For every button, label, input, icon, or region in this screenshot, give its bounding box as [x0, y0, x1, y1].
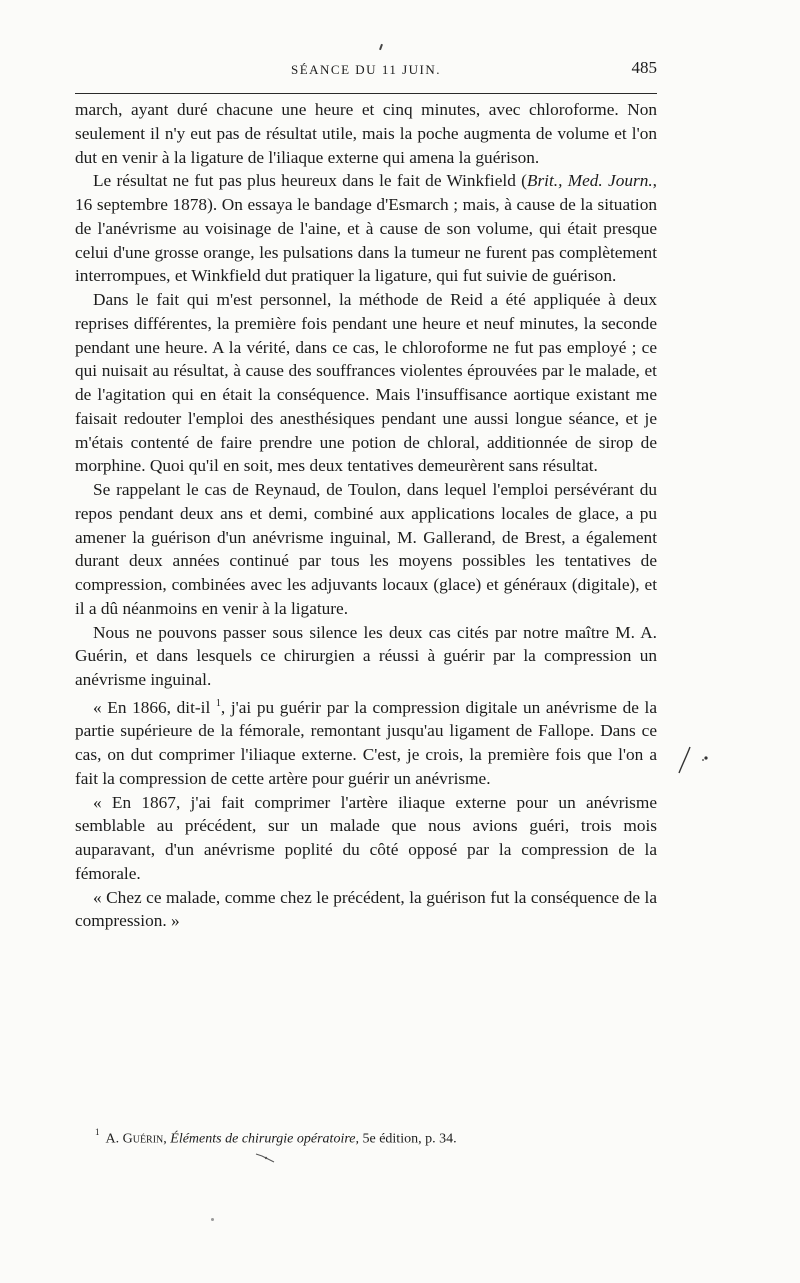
paragraph-6-before: « En 1866, dit-il	[93, 697, 216, 717]
footnote-details: 5e édition, p. 34.	[362, 1131, 457, 1147]
paragraph-8: « Chez ce malade, comme chez le précédent, la guérison fut la conséquence de la compression. »	[75, 887, 657, 931]
paper-speck	[211, 1218, 214, 1221]
margin-mark-glyph	[676, 745, 716, 775]
header-rule	[75, 93, 657, 94]
journal-citation: Brit., Med. Journ.	[526, 171, 653, 191]
paragraph-6	[75, 692, 657, 791]
footnote-work: Éléments de chirurgie opératoire,	[170, 1131, 359, 1147]
paragraph-4: Se rappelant le cas de Reynaud, de Toulon, dans lequel l'emploi persévérant du repos pendant deux ans et demi, combiné aux applications locales de glace, a pu amener la guérison d'un anévrisme inguinal, M. Gallerand, de Brest, a également durant deux années continué par tous les moyens possibles les tentatives de compression, combinées avec les adjuvants locaux (glace) et généraux (digitale), et il a dû néanmoins en venir à la ligature.	[75, 480, 657, 618]
paragraph-2-before: Le résultat ne fut pas plus heureux dans le fait de Winkfield (	[93, 171, 527, 191]
footnote-marker: 1	[95, 1127, 100, 1137]
paragraph-7: « En 1867, j'ai fait comprimer l'artère iliaque externe pour un anévrisme semblable au précédent, sur un malade que nous avions guéri, trois mois auparavant, d'un anévrisme poplité du côté opposé par la compression de la fémorale.	[75, 792, 657, 883]
running-header	[75, 58, 657, 82]
footnote	[95, 1125, 655, 1149]
header-speck	[379, 44, 383, 50]
paragraph-5: Nous ne pouvons passer sous silence les deux cas cités par notre maître M. A. Guérin, et dans lesquels ce chirurgien a réussi à guérir par la compression un anévrisme inguinal.	[75, 622, 657, 689]
paragraph-6-after: , j'ai pu guérir par la compression digitale un anévrisme de la partie supérieure de la fémorale, remontant jusqu'au ligament de Fallope. Dans ce cas, on dut comprimer l'iliaque externe. C'est, je crois, la première fois que l'on a fait la compression de cette artère pour guérir un anévrisme.	[75, 697, 657, 788]
paragraph-2-after: , 16 septembre 1878). On essaya le bandage d'Esmarch ; mais, à cause de la situation de l'anévrisme au voisinage de l'aine, et à cause de son volume, qui était presque celui d'une grosse orange, les pulsations dans la tumeur ne furent pas complètement interrompues, et Winkfield dut pratiquer la ligature, qui fut suivie de guérison.	[75, 171, 657, 286]
page-number: 485	[631, 58, 657, 77]
footnote-author: A. Guérin,	[105, 1131, 167, 1147]
footnote-reference[interactable]: 1	[215, 697, 221, 709]
paragraph-1: march, ayant duré chacune une heure et cinq minutes, avec chloroforme. Non seulement il n'y eut pas de résultat utile, mais la poche augmenta de volume et l'on dut en venir à la ligature de l'iliaque externe qui amena la guérison.	[75, 100, 657, 167]
handwritten-margin-mark	[676, 745, 716, 775]
paragraph-3: Dans le fait qui m'est personnel, la méthode de Reid a été appliquée à deux reprises différentes, la première fois pendant une heure et neuf minutes, la seconde pendant une heure. A la vérité, dans ce cas, le chloroforme ne fut pas employé ; ce qui nuisait au résultat, à cause des souffrances violentes éprouvées par le malade, et de l'agitation qui en était la conséquence. Mais l'insuffisance aortique existant me faisait redouter l'emploi des anesthésiques pendant une aussi longue séance, et je m'étais contenté de faire prendre une potion de chloral, additionnée de sirop de morphine. Quoi qu'il en soit, mes deux tentatives demeurèrent sans résultat.	[75, 290, 657, 476]
header-title: SÉANCE DU 11 JUIN.	[290, 62, 442, 77]
body-text	[75, 98, 657, 933]
ink-speck	[254, 1150, 276, 1164]
paragraph-2	[75, 169, 657, 288]
